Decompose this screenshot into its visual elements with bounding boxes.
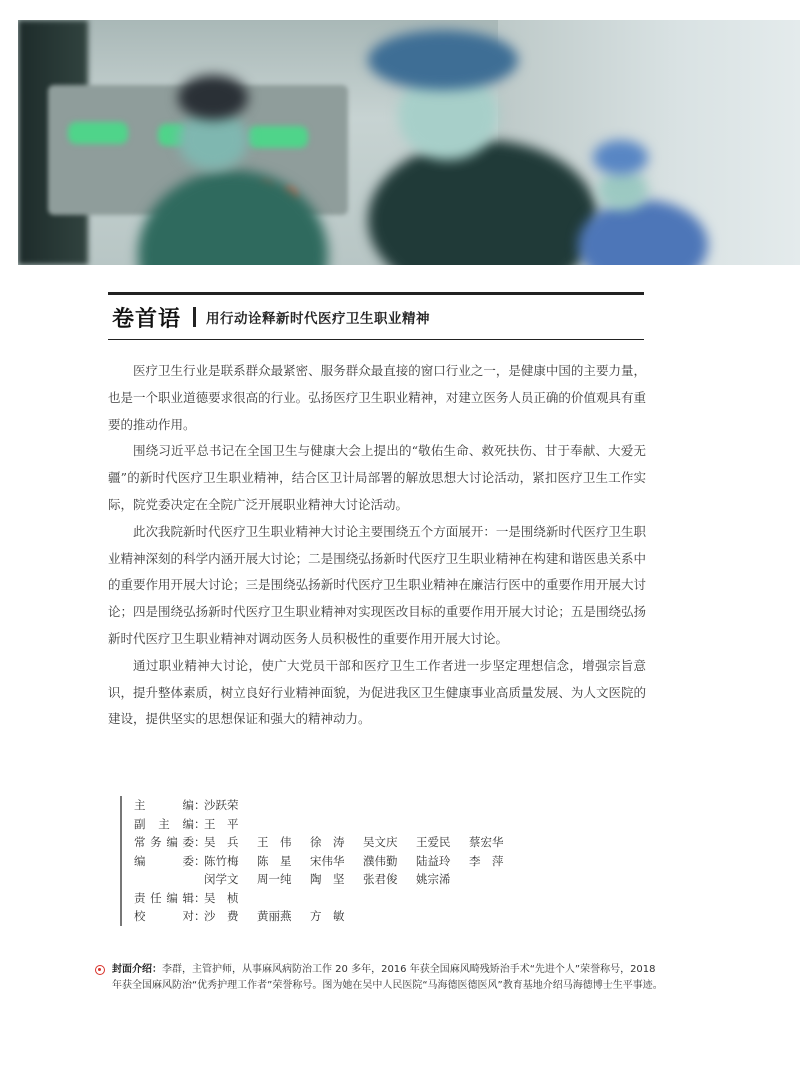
- title-divider: [193, 307, 196, 327]
- board-name: 王 伟: [257, 835, 292, 849]
- board-name: 陶 坚: [310, 872, 345, 886]
- column-title-bar: [108, 292, 644, 340]
- board-name: 周一纯: [257, 872, 292, 886]
- board-label: [134, 870, 194, 889]
- column-subtitle: 用行动诠释新时代医疗卫生职业精神: [206, 311, 431, 327]
- paragraph: 医疗卫生行业是联系群众最紧密、服务群众最直接的窗口行业之一，是健康中国的主要力量，也是一个职业道德要求很高的行业。弘扬医疗卫生职业精神，对建立医务人员正确的价值观具有重要的推动作用。: [108, 363, 646, 432]
- board-label: 常务编委: [134, 835, 194, 849]
- board-label: 主 编: [134, 798, 194, 812]
- editorial-body: [108, 358, 646, 733]
- editorial-board: [120, 796, 554, 926]
- board-label: 校 对: [134, 909, 194, 923]
- board-name: 方 敏: [310, 909, 345, 923]
- board-name: 黄丽燕: [257, 909, 292, 923]
- board-row-chief-editor: 主 编 ： 沙跃荣: [134, 796, 554, 815]
- column-title: 卷首语: [112, 306, 182, 332]
- board-row-editors: 编 委 ： 陈竹梅 陈 星 宋伟华 濮伟勤 陆益玲 李 萍: [134, 852, 554, 871]
- board-row-deputy-editor: 副 主 编 ： 王 平: [134, 815, 554, 834]
- cover-intro-label: 封面介绍：: [112, 964, 162, 975]
- board-name: 吴文庆: [363, 835, 398, 849]
- board-name: 陈竹梅: [204, 853, 239, 868]
- board-name: 沙跃荣: [204, 798, 239, 812]
- cover-photo-surgery-scene: [18, 20, 800, 265]
- board-name: 蔡宏华: [469, 835, 504, 849]
- board-name: 吴 桢: [204, 890, 239, 905]
- cover-intro-text: 李群，主管护师，从事麻风病防治工作 20 多年，2016 年获全国麻风畸残矫治手术“先进个人”荣誉称号，2018 年获全国麻风防治“优秀护理工作者”荣誉称号。图为她在吴中人民医院“马海德医德医风”教育基地介绍马海德博士生平事迹。: [112, 964, 663, 991]
- board-row-responsible-editor: 责任编辑 ： 吴 桢: [134, 889, 554, 908]
- board-name: 濮伟勤: [363, 853, 398, 868]
- paragraph: 围绕习近平总书记在全国卫生与健康大会上提出的“敬佑生命、救死扶伤、甘于奉献、大爱无疆”的新时代医疗卫生职业精神，结合区卫计局部署的解放思想大讨论活动，紧扣医疗卫生工作实际，院党委决定在全院广泛开展职业精神大讨论活动。: [108, 443, 646, 512]
- board-name: 陈 星: [257, 853, 292, 868]
- board-name: 王 平: [204, 816, 239, 831]
- board-label: 副 主 编: [134, 816, 194, 831]
- cover-introduction: [96, 962, 666, 994]
- board-name: 宋伟华: [310, 853, 345, 868]
- board-label: 编 委: [134, 853, 194, 868]
- board-row-proofreaders: 校 对 ： 沙 费 黄丽燕 方 敏: [134, 907, 554, 926]
- board-label: 责任编辑: [134, 890, 194, 905]
- paragraph: 通过职业精神大讨论，使广大党员干部和医疗卫生工作者进一步坚定理想信念，增强宗旨意识，提升整体素质，树立良好行业精神面貌，为促进我区卫生健康事业高质量发展、为人文医院的建设，提供坚实的思想保证和强大的精神动力。: [108, 657, 646, 727]
- board-name: 徐 涛: [310, 835, 345, 849]
- board-row-editors-continued: [134, 870, 554, 889]
- board-name: 沙 费: [204, 909, 239, 923]
- board-name: 闵学文: [204, 872, 239, 886]
- board-name: 姚宗浠: [416, 872, 451, 886]
- board-name: 吴 兵: [204, 835, 239, 849]
- paragraph: 此次我院新时代医疗卫生职业精神大讨论主要围绕五个方面展开：一是围绕新时代医疗卫生职业精神深刻的科学内涵开展大讨论；二是围绕弘扬新时代医疗卫生职业精神在构建和谐医患关系中的重要作用开展大讨论；三是围绕弘扬新时代医疗卫生职业精神在廉洁行医中的重要作用开展大讨论；四是围绕弘扬新时代医疗卫生职业精神对实现医改目标的重要作用开展大讨论；五是围绕弘扬新时代医疗卫生职业精神对调动医务人员积极性的重要作用开展大讨论。: [108, 523, 646, 646]
- board-row-executive-editors: 常务编委 ： 吴 兵 王 伟 徐 涛 吴文庆 王爱民 蔡宏华: [134, 833, 554, 852]
- board-name: 王爱民: [416, 835, 451, 849]
- board-name: 张君俊: [363, 872, 398, 886]
- board-name: 陆益玲: [416, 853, 451, 868]
- target-bullet-icon: [95, 965, 105, 975]
- board-name: 李 萍: [469, 853, 504, 868]
